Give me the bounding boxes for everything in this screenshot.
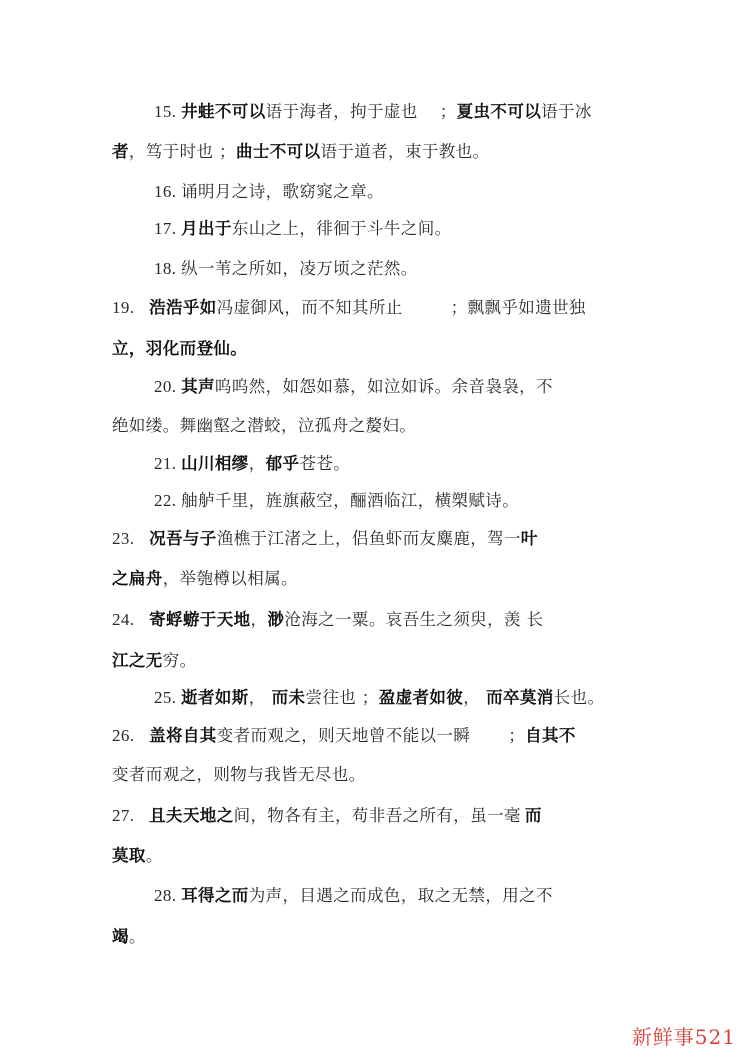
text-run: 为声，目遇之而成色，取之无禁，用之不 — [248, 886, 553, 905]
item-number: 19. — [112, 298, 140, 317]
bold-phrase: 况吾与子 — [149, 529, 217, 548]
bold-phrase: 叶 — [520, 529, 538, 548]
text-run: ；飘飘乎如遗世独 — [450, 298, 586, 317]
text-run: ， — [248, 454, 266, 473]
line-24b — [112, 650, 197, 672]
item-number: 22. — [154, 491, 182, 510]
line-26a — [112, 725, 576, 747]
bold-phrase: 夏虫不可以 — [456, 102, 542, 121]
line-20b — [112, 415, 416, 437]
line-27a — [112, 805, 542, 827]
line-23b — [112, 568, 298, 590]
bold-phrase: 其声 — [181, 377, 215, 396]
bold-phrase: 盖将自其 — [149, 726, 217, 745]
text-run: 长也。 — [553, 688, 605, 707]
text-run: 。 — [145, 846, 163, 865]
line-26b — [112, 764, 366, 786]
text-run: 舳舻千里，旌旗蔽空，酾酒临江，横槊赋诗。 — [181, 491, 520, 510]
bold-phrase: 而 — [524, 806, 542, 825]
line-28a — [154, 885, 553, 907]
bold-phrase: 且夫天地之 — [149, 806, 234, 825]
text-run: 语于冰 — [541, 102, 592, 121]
text-run: ， — [463, 688, 481, 707]
bold-phrase: 自其不 — [525, 726, 576, 745]
text-run: 间，物各有主，苟非吾之所有，虽一毫 — [233, 806, 521, 825]
item-number: 21. — [154, 454, 182, 473]
line-20a — [154, 376, 553, 398]
bold-phrase: 山川相缪 — [181, 454, 249, 473]
bold-phrase: 井蛙不可以 — [181, 102, 266, 121]
line-25 — [154, 687, 604, 709]
text-run: 呜呜然，如怨如慕，如泣如诉。余音袅袅，不 — [214, 377, 553, 396]
line-19a — [112, 297, 586, 319]
text-run: ； — [508, 726, 526, 745]
line-22 — [154, 490, 519, 512]
bold-phrase: 竭 — [112, 927, 129, 946]
line-15b — [112, 141, 489, 163]
item-number: 15. — [154, 102, 182, 121]
bold-phrase: 江之无 — [112, 651, 163, 670]
bold-phrase: 莫取 — [112, 846, 146, 865]
text-run: 诵明月之诗，歌窈窕之章。 — [181, 182, 384, 201]
text-run: 苍苍。 — [299, 454, 351, 473]
item-number: 27. — [112, 806, 140, 825]
text-run: 语于海者，拘于虚也 — [265, 102, 418, 121]
text-run: 东山之上，徘徊于斗牛之间。 — [231, 219, 452, 238]
line-16 — [154, 181, 384, 203]
bold-phrase: 耳得之而 — [181, 886, 249, 905]
item-number: 18. — [154, 259, 182, 278]
text-run: 纵一苇之所如，凌万顷之茫然。 — [181, 259, 418, 278]
item-number: 20. — [154, 377, 182, 396]
text-run: ，举匏樽以相属。 — [162, 569, 298, 588]
bold-phrase: 者 — [112, 142, 129, 161]
item-number: 17. — [154, 219, 182, 238]
bold-phrase: 逝者如斯 — [181, 688, 249, 707]
text-run: 语于道者，束于教也。 — [320, 142, 490, 161]
bold-phrase: 而未 — [271, 688, 306, 707]
item-number: 28. — [154, 886, 182, 905]
line-28b — [112, 926, 146, 948]
text-run: 冯虚御风，而不知其所止 — [216, 298, 403, 317]
line-21 — [154, 453, 350, 475]
text-run: 渔樵于江渚之上，侣鱼虾而友麋鹿，驾一 — [216, 529, 521, 548]
bold-phrase: 渺 — [267, 610, 285, 629]
bold-phrase: 之扁舟 — [112, 569, 163, 588]
text-run: ， — [248, 688, 266, 707]
line-24a — [112, 609, 543, 631]
text-run: ， — [250, 610, 268, 629]
line-15a — [154, 101, 592, 123]
line-23a — [112, 528, 538, 550]
watermark: 新鲜事521 — [631, 1025, 736, 1049]
text-run: ； — [439, 102, 457, 121]
text-run: 。 — [128, 927, 146, 946]
item-number: 16. — [154, 182, 182, 201]
bold-phrase: 寄蜉蝣于天地 — [149, 610, 251, 629]
text-run: 尝往也 ； — [305, 688, 379, 707]
bold-phrase: 盈虚者如彼 — [378, 688, 464, 707]
bold-phrase: 曲士不可以 — [235, 142, 321, 161]
text-run: ，笃于时也 ； — [128, 142, 236, 161]
item-number: 25. — [154, 688, 182, 707]
item-number: 23. — [112, 529, 140, 548]
line-27b — [112, 845, 163, 867]
bold-phrase: 浩浩乎如 — [149, 298, 217, 317]
text-run: 变者而观之，则天地曾不能以一瞬 — [216, 726, 471, 745]
bold-phrase: 立，羽化而登仙。 — [112, 339, 248, 358]
text-run: 沧海之一粟。哀吾生之须臾，羡 长 — [284, 610, 544, 629]
line-17 — [154, 218, 452, 240]
line-18 — [154, 258, 418, 280]
bold-phrase: 月出于 — [181, 219, 232, 238]
text-run: 变者而观之，则物与我皆无尽也。 — [112, 765, 366, 784]
bold-phrase: 而卒莫消 — [486, 688, 554, 707]
item-number: 26. — [112, 726, 140, 745]
item-number: 24. — [112, 610, 140, 629]
bold-phrase: 郁乎 — [265, 454, 300, 473]
line-19b — [112, 338, 247, 360]
text-run: 穷。 — [162, 651, 197, 670]
text-run: 绝如缕。舞幽壑之潜蛟，泣孤舟之嫠妇。 — [112, 416, 417, 435]
